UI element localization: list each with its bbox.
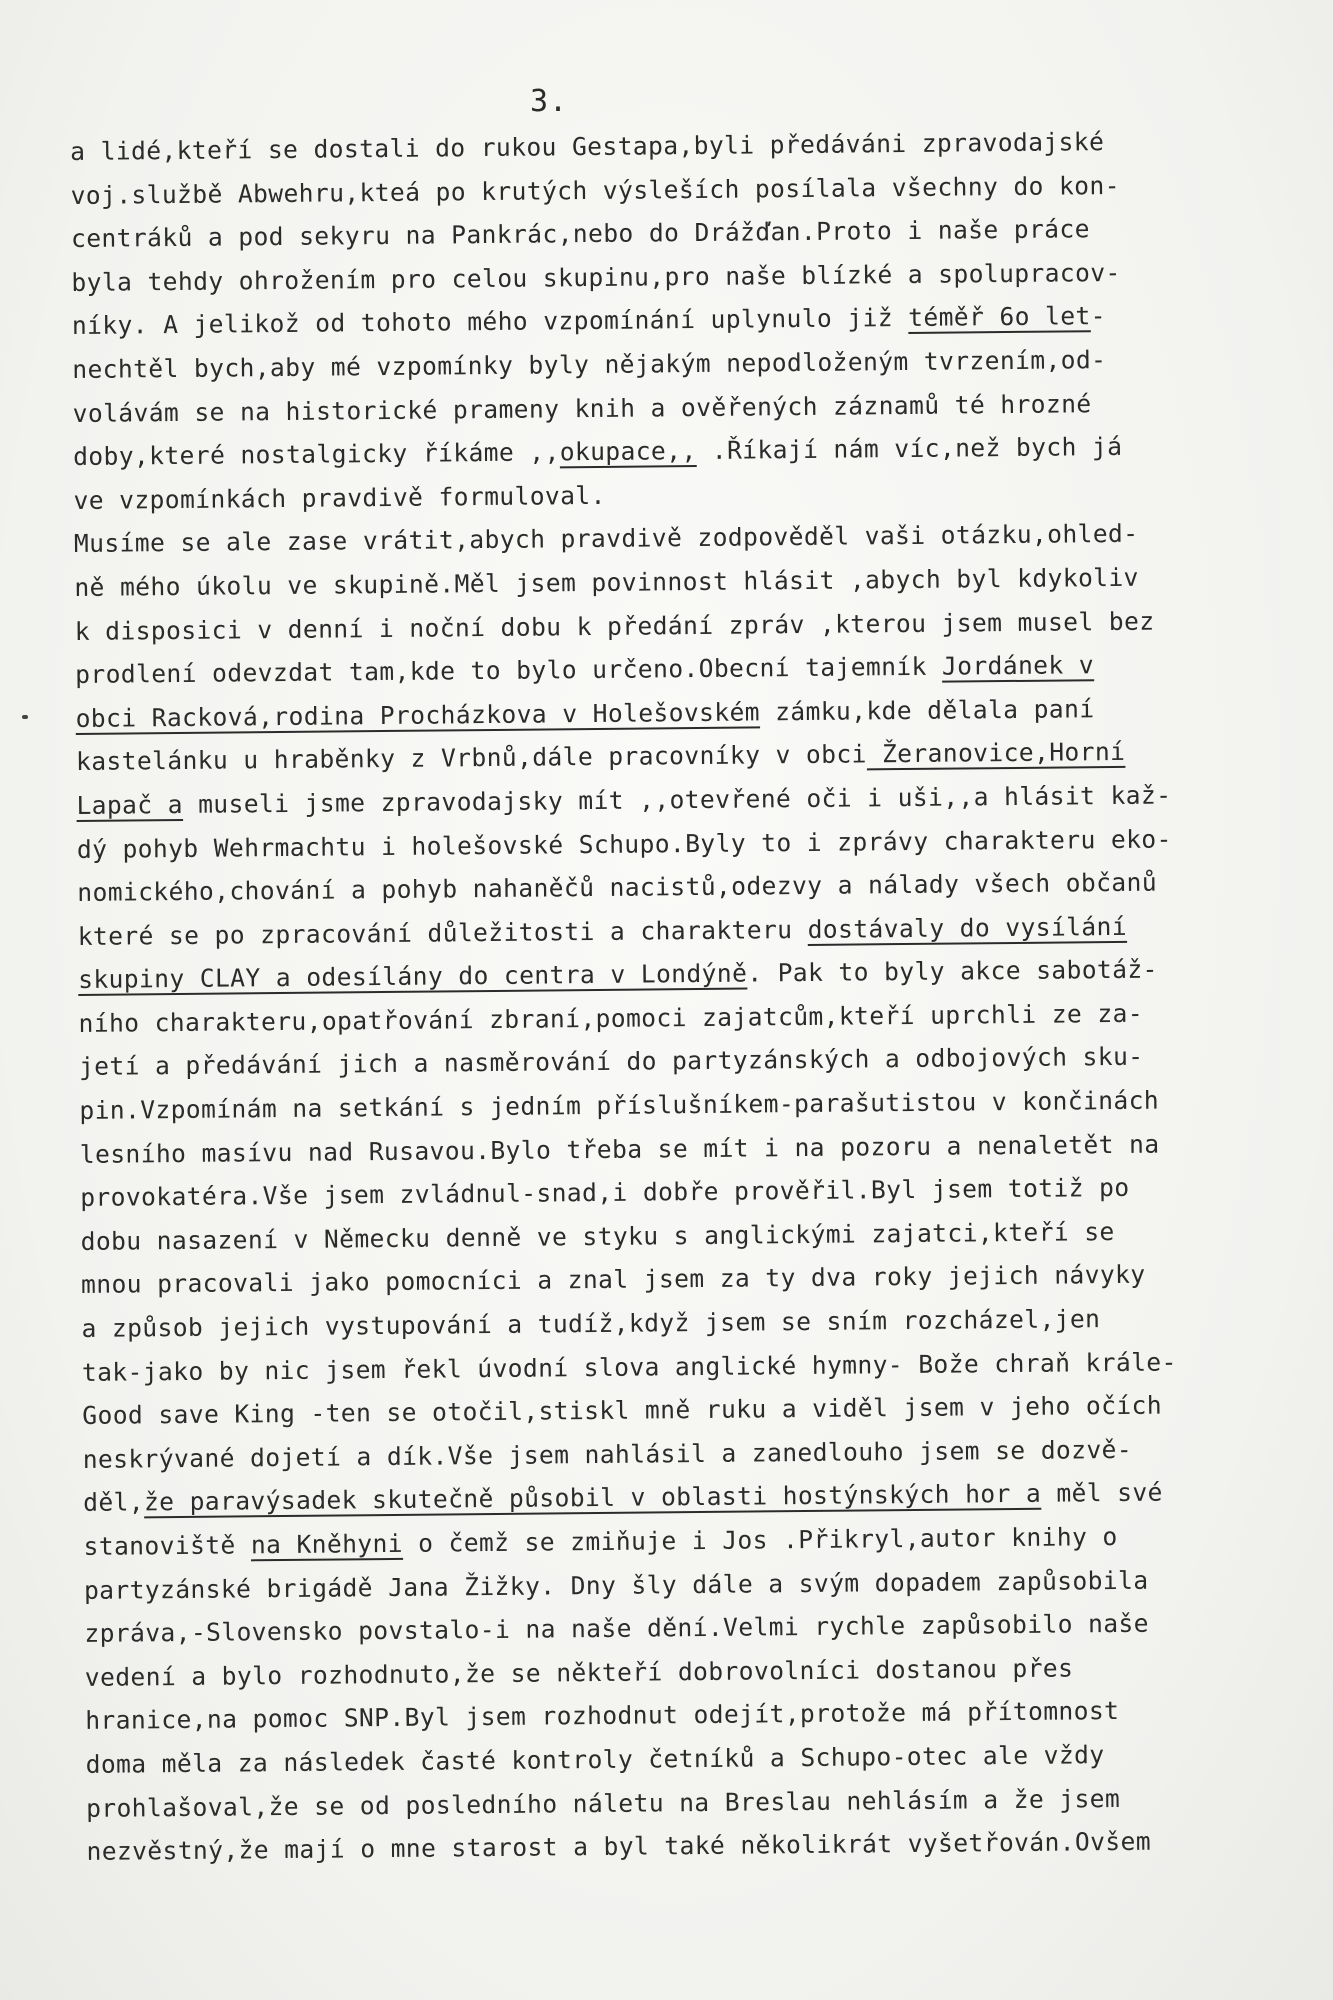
text-segment: dý pohyb Wehrmachtu i holešovské Schupo.Byly to i zprávy charakteru eko- [76,823,1172,864]
underlined-text: okupace,, [559,436,697,467]
text-segment: tak-jako by nic jsem řekl úvodní slova anglické hymny- Bože chraň krále- [81,1347,1177,1387]
text-segment: ně mého úkolu ve skupině.Měl jsem povinnost hlásit ,abych byl kdykoliv [74,562,1139,602]
text-segment: mnou pracovali jako pomocníci a znal jsem za ty dva roky jejich návyky [80,1260,1146,1300]
text-segment: .Říkají nám víc,než bych já [696,432,1123,466]
text-segment: hranice,na pomoc SNP.Byl jsem rozhodnut odejít,protože má přítomnost [85,1696,1120,1736]
text-segment: nomického,chování a pohyb nahaněčů nacistů,odezvy a nálady všech občanů [77,867,1158,908]
text-segment: zpráva,-Slovensko povstalo-i na naše dění.Velmi rychle zapůsobilo naše [84,1608,1149,1649]
text-segment: doma měla za následek časté kontroly četníků a Schupo-otec ale vždy [85,1740,1105,1779]
text-segment: stanoviště [83,1530,252,1561]
text-segment: byla tehdy ohrožením pro celou skupinu,pro naše blízké a spolupracov- [71,257,1121,297]
underlined-text: že paravýsadek skutečně působil v oblasti hostýnských hor a [143,1479,1042,1517]
text-segment: Good save King -ten se otočil,stiskl mně ruku a viděl jsem v jeho očích [82,1390,1163,1431]
text-segment: . Pak to byly akce sabotáž- [747,954,1158,988]
underlined-text: skupiny CLAY a odesílány do centra v Londýně [78,958,748,995]
underlined-text: dostávaly do vysílání [807,911,1128,944]
underlined-text: Jordánek v [941,650,1095,681]
text-segment: centráků a pod sekyru na Pankrác,nebo do Drážďan.Proto i naše práce [70,214,1090,254]
margin-mark [22,715,28,719]
text-segment: provokatéra.Vše jsem zvládnul-snad,i dobře prověřil.Byl jsem totiž po [80,1173,1130,1213]
underlined-text: téměř 6o let [908,301,1091,333]
text-segment: o čemž se zmiňuje i Jos .Přikryl,autor knihy o [402,1522,1118,1558]
text-segment: zámku,kde dělala paní [759,693,1095,727]
underlined-text: Lapač a [76,789,184,820]
text-segment: museli jsme zpravodajsky mít ,,otevřené oči i uši,,a hlásit kaž- [182,780,1172,819]
underlined-text: obci Racková,rodina Procházkova v Holešovském [75,697,761,733]
text-segment: k disposici v denní i noční dobu k předání zpráv ,kterou jsem musel bez [74,606,1155,646]
text-segment: voj.službě Abwehru,kteá po krutých výsleších posílala všechny do kon- [70,170,1120,210]
page-number: 3. [530,84,569,119]
text-segment: které se po zpracování důležitosti a charakteru [77,914,808,951]
text-segment: nezvěstný,že mají o mne starost a byl také několikrát vyšetřován.Ovšem [86,1826,1152,1867]
underlined-text: Žeranovice,Horní [866,737,1126,769]
typed-text-body [70,118,1327,1874]
text-segment: volávám se na historické prameny knih a ověřených záznamů té hrozné [72,388,1092,428]
text-segment: nechtěl bych,aby mé vzpomínky byly nějakým nepodloženým tvrzením,od- [72,345,1107,384]
text-segment: a lidé,kteří se dostali do rukou Gestapa,byli předáváni zpravodajské [70,127,1105,166]
text-segment: měl své [1041,1477,1163,1509]
text-segment: Musíme se ale zase vrátit,abych pravdivě zodpověděl vaši otázku,ohled- [73,519,1139,559]
text-segment: vedení a bylo rozhodnuto,že se někteří dobrovolníci dostanou přes [84,1653,1074,1692]
text-segment: partyzánské brigádě Jana Žižky. Dny šly dále a svým dopadem zapůsobila [83,1565,1149,1605]
text-segment: prohlašoval,že se od posledního náletu na Breslau nehlásím a že jsem [85,1783,1121,1823]
text-segment: neskrývané dojetí a dík.Vše jsem nahlásil a zanedlouho jsem se dozvě- [82,1434,1133,1474]
text-segment: ního charakteru,opatřování zbraní,pomoci zajatcům,kteří uprchli ze za- [78,998,1144,1038]
text-segment: dobu nasazení v Německu denně ve styku s anglickými zajatci,kteří se [80,1216,1115,1256]
underlined-text: na Kněhyni [250,1528,404,1560]
text-segment: jetí a předávání jich a nasměrování do partyzánských a odbojových sku- [78,1042,1144,1082]
text-segment: prodlení odevzdat tam,kde to bylo určeno.Obecní tajemník [75,651,943,690]
text-segment: pin.Vzpomínám na setkání s jedním příslušníkem-parašutistou v končinách [79,1085,1160,1126]
text-segment: doby,které nostalgicky říkáme ,, [72,437,560,472]
text-segment: kastelánku u hraběnky z Vrbnů,dále pracovníky v obci [75,739,867,777]
text-segment: - [1090,301,1107,331]
text-segment: ve vzpomínkách pravdivě formuloval. [73,480,606,515]
text-segment: lesního masívu nad Rusavou.Bylo třeba se mít i na pozoru a nenaletět na [79,1129,1160,1169]
text-segment: níky. A jelikož od tohoto mého vzpomínání uplynulo již [71,303,909,341]
text-segment: děl, [83,1487,145,1518]
text-segment: a způsob jejich vystupování a tudíž,když jsem se sním rozcházel,jen [81,1304,1101,1343]
